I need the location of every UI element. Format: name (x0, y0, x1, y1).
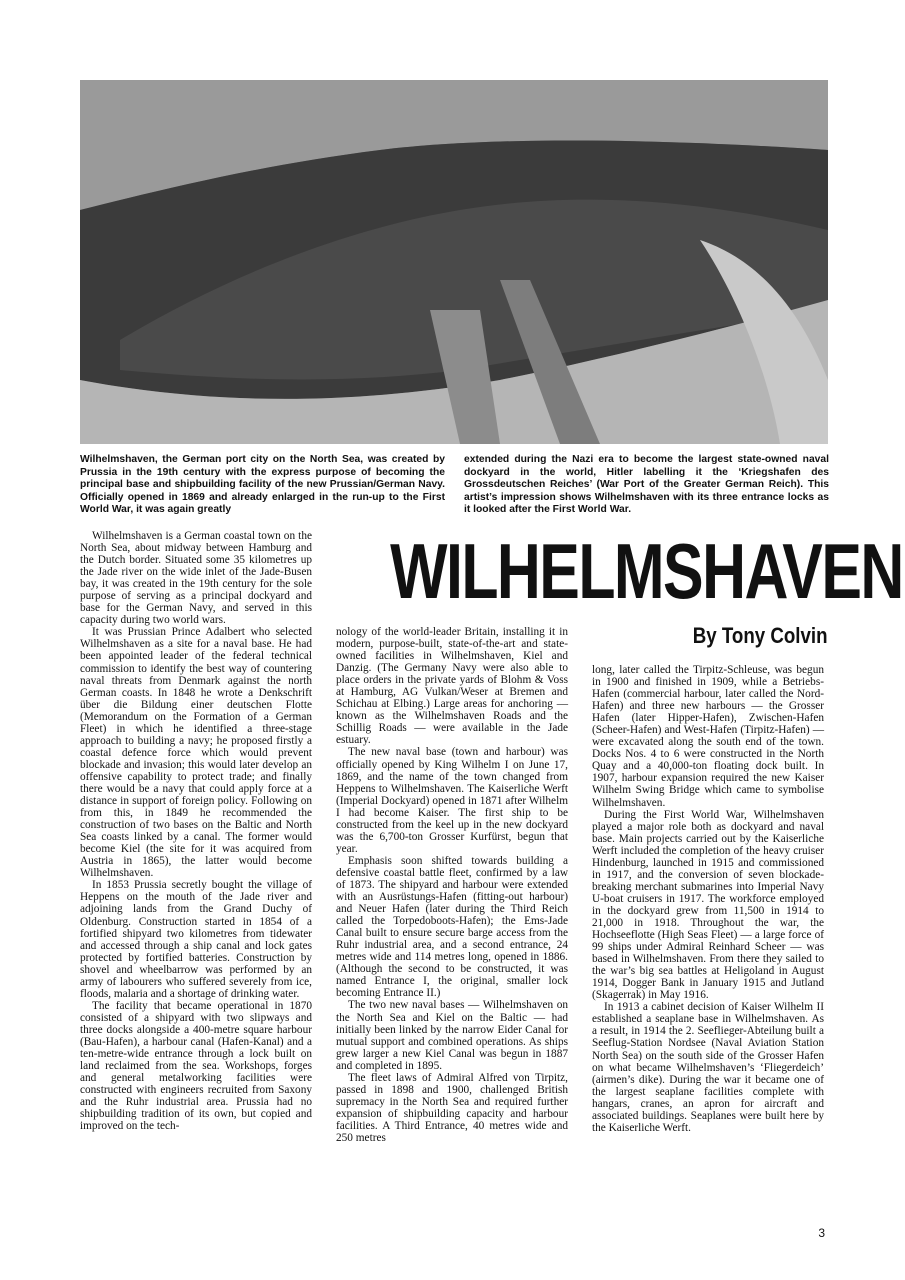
text-column-2 (336, 626, 568, 1144)
paragraph: The new naval base (town and harbour) was officially opened by King Wilhelm I on June 17, 1869, and the name of the town changed from Heppens to Wilhelmshaven. The Kaiserliche Werft (Imperial Dockyard) opened in 1871 after Wilhelm I had become Kaiser. The first ship to be constructed from the keel up in the new dockyard was the 6,700-ton Grosser Kurfürst, begun that year. (336, 746, 568, 855)
page-number: 3 (818, 1226, 825, 1240)
paragraph: long, later called the Tirpitz-Schleuse, was begun in 1900 and finished in 1909, while a Betriebs-Hafen (commercial harbour, later called the Nord-Hafen) and three new harbours — the Grosser Hafen (later Hipper-Hafen), Zwischen-Hafen (Scheer-Hafen) and West-Hafen (Tirpitz-Hafen) — were excavated along the south end of the town. Docks Nos. 4 to 6 were constructed in the North Quay and a 40,000-ton floating dock built. In 1907, harbour expansion required the new Kaiser Wilhelm Swing Bridge which came to symbolise Wilhelmshaven. (592, 664, 824, 809)
text-column-3 (592, 664, 824, 1134)
byline: By Tony Colvin (692, 623, 827, 648)
article-title: WILHELMSHAVEN (390, 527, 903, 615)
wilhelmshaven-aerial-photo (80, 80, 828, 444)
photo-caption-left: Wilhelmshaven, the German port city on the North Sea, was created by Prussia in the 19th century with the express purpose of becoming the principal base and shipbuilding facility of the new Prussian/German Navy. Officially opened in 1869 and already enlarged in the run-up to the First World War, it was again greatly (80, 454, 445, 516)
paragraph: nology of the world-leader Britain, installing it in modern, purpose-built, state-of-the-art and state-owned facilities in Wilhelmshaven, Kiel and Danzig. (The Germany Navy were also able to place orders in the private yards of Blohm & Voss at Hamburg, AG Vulkan/Weser at Bremen and Schichau at Elbing.) Large areas for anchoring — known as the Wilhelmshaven Roads and the Schillig Roads — were available in the Jade estuary. (336, 626, 568, 747)
text-column-1 (80, 530, 312, 1132)
paragraph: The fleet laws of Admiral Alfred von Tirpitz, passed in 1898 and 1900, challenged British supremacy in the North Sea and required further expansion of shipbuilding capacity and harbour facilities. A Third Entrance, 40 metres wide and 250 metres (336, 1071, 568, 1144)
paragraph: Wilhelmshaven is a German coastal town on the North Sea, about midway between Hamburg and the Dutch border. Situated some 35 kilometres up the Jade river on the wide inlet of the Jade-Busen bay, it was created in the 19th century for the sole purpose of serving as a principal dockyard and base for the German Navy, and served in this capacity during two world wars. (80, 530, 312, 627)
paragraph: In 1853 Prussia secretly bought the village of Heppens on the mouth of the Jade river and adjoining lands from the Grand Duchy of Oldenburg. Construction started in 1854 of a fortified shipyard two kilometres from tidewater and accessed through a ship canal and lock gates protected by fortified batteries. Construction by shovel and wheelbarrow was performed by an army of labourers who suffered severely from ice, floods, malaria and a shortage of drinking water. (80, 879, 312, 1000)
paragraph: In 1913 a cabinet decision of Kaiser Wilhelm II established a seaplane base in Wilhelmshaven. As a result, in 1914 the 2. Seeflieger-Abteilung built a Seeflug-Station Nordsee (Naval Aviation Station North Sea) on the south side of the Grosser Hafen on what became Wilhelmshaven’s ‘Fliegerdeich’ (airmen’s dike). During the war it became one of the largest seaplane facilities complete with hangars, cranes, an apron for aircraft and associated buildings. Seaplanes were built here by the Kaiserliche Werft. (592, 1001, 824, 1134)
photo-caption-right: extended during the Nazi era to become the largest state-owned naval dockyard in the world, Hitler labelling it the ‘Kriegshafen des Grossdeutschen Reiches’ (War Port of the Greater German Reich). This artist’s impression shows Wilhelmshaven with its three entrance locks as it looked after the First World War. (464, 454, 829, 516)
photo-illustration (80, 80, 828, 444)
paragraph: The facility that became operational in 1870 consisted of a shipyard with two slipways and three docks alongside a 400-metre square harbour (Bau-Hafen), a harbour canal (Hafen-Kanal) and a ten-metre-wide entrance through a lock built on land reclaimed from the sea. Workshops, forges and general metalworking facilities were constructed with engineers recruited from Saxony and the Ruhr industrial area. Prussia had no shipbuilding tradition of its own, but copied and improved on the tech- (80, 999, 312, 1133)
paragraph: It was Prussian Prince Adalbert who selected Wilhelmshaven as a site for a naval base. He had been appointed leader of the federal technical commission to identify the best way of countering naval threats from Denmark against the north German coasts. In 1848 he wrote a Denkschrift über die Bildung einer deutschen Flotte (Memorandum on the Formation of a German Fleet) in which he identified a three-stage approach to building a navy; he proposed firstly a coastal defence force which would prevent blockade and invasion; this would later develop an offensive capability to protect trade; and finally there would be a navy that could apply force at a distance in support of foreign policy. Following on from this, in 1849 he recommended the construction of two bases on the Baltic and North Sea coasts linked by a canal. The former would become Kiel (the site for it was acquired from Austria in 1865), the latter would become Wilhelmshaven. (80, 626, 312, 880)
paragraph: The two new naval bases — Wilhelmshaven on the North Sea and Kiel on the Baltic — had initially been linked by the narrow Eider Canal for mutual support and combined operations. As ships grew larger a new Kiel Canal was begun in 1887 and completed in 1895. (336, 999, 568, 1072)
paragraph: During the First World War, Wilhelmshaven played a major role both as dockyard and naval base. Main projects carried out by the Kaiserliche Werft included the completion of the heavy cruiser Hindenburg, launched in 1915 and commissioned in 1917, and the conversion of seven blockade-breaking merchant submarines into Imperial Navy U-boat cruisers in 1917. The workforce employed in the dockyard grew from 11,500 in 1914 to 21,000 in 1918. Throughout the war, the Hochseeflotte (High Seas Fleet) — a large force of 99 ships under Admiral Reinhard Scheer — was based in Wilhelmshaven. From there they sailed to the war’s big sea battles at Heligoland in August 1914, Dogger Bank in January 1915 and Jutland (Skagerrak) in May 1916. (592, 808, 824, 1002)
paragraph: Emphasis soon shifted towards building a defensive coastal battle fleet, confirmed by a law of 1873. The shipyard and harbour were extended with an Ausrüstungs-Hafen (fitting-out harbour) and Neuer Hafen (later during the Third Reich called the Torpedoboots-Hafen); the Ems-Jade Canal built to ensure secure barge access from the Ruhr industrial area, and a second entrance, 24 metres wide and 114 metres long, opened in 1886. (Although the second to be constructed, it was named Entrance I, the original, smaller lock becoming Entrance II.) (336, 854, 568, 1000)
